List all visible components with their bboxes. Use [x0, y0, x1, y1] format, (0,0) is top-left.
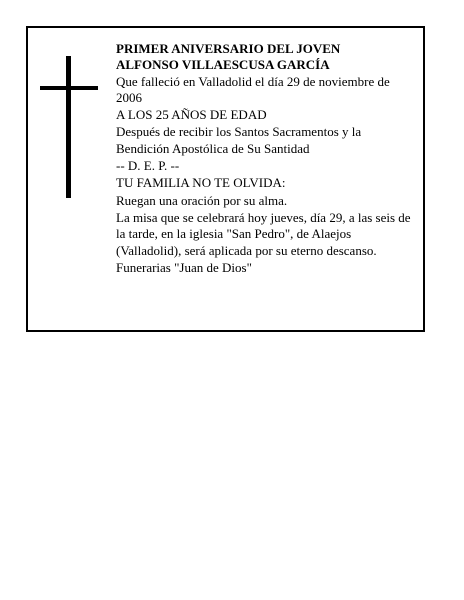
sacraments-line: Después de recibir los Santos Sacramentos y la Bendición Apostólica de Su Santidad — [116, 124, 362, 156]
death-info: Que falleció en Valladolid el día 29 de noviembre de 2006 — [116, 73, 390, 105]
obituary-notice — [26, 26, 425, 332]
latin-cross-icon — [40, 56, 98, 198]
prayer-line: Ruegan una oración por su alma. — [116, 192, 288, 208]
mass-info: La misa que se celebrará hoy jueves, día 29, a las seis de la tarde, en la iglesia "San Pedro", de Alaejos (Valladolid), será aplicada por su eterno descanso. — [116, 209, 411, 258]
notice-text — [116, 41, 412, 277]
funeral-home: Funerarias "Juan de Dios" — [116, 259, 252, 275]
family-line: TU FAMILIA NO TE OLVIDA: — [116, 175, 286, 191]
cross-horizontal-bar — [40, 86, 98, 90]
rip-line: -- D. E. P. -- — [116, 158, 180, 174]
title-line-1: PRIMER ANIVERSARIO DEL JOVEN — [116, 41, 341, 56]
title-line-2: ALFONSO VILLAESCUSA GARCÍA — [116, 57, 330, 73]
age-line: A LOS 25 AÑOS DE EDAD — [116, 107, 267, 123]
cross-vertical-bar — [66, 56, 71, 198]
